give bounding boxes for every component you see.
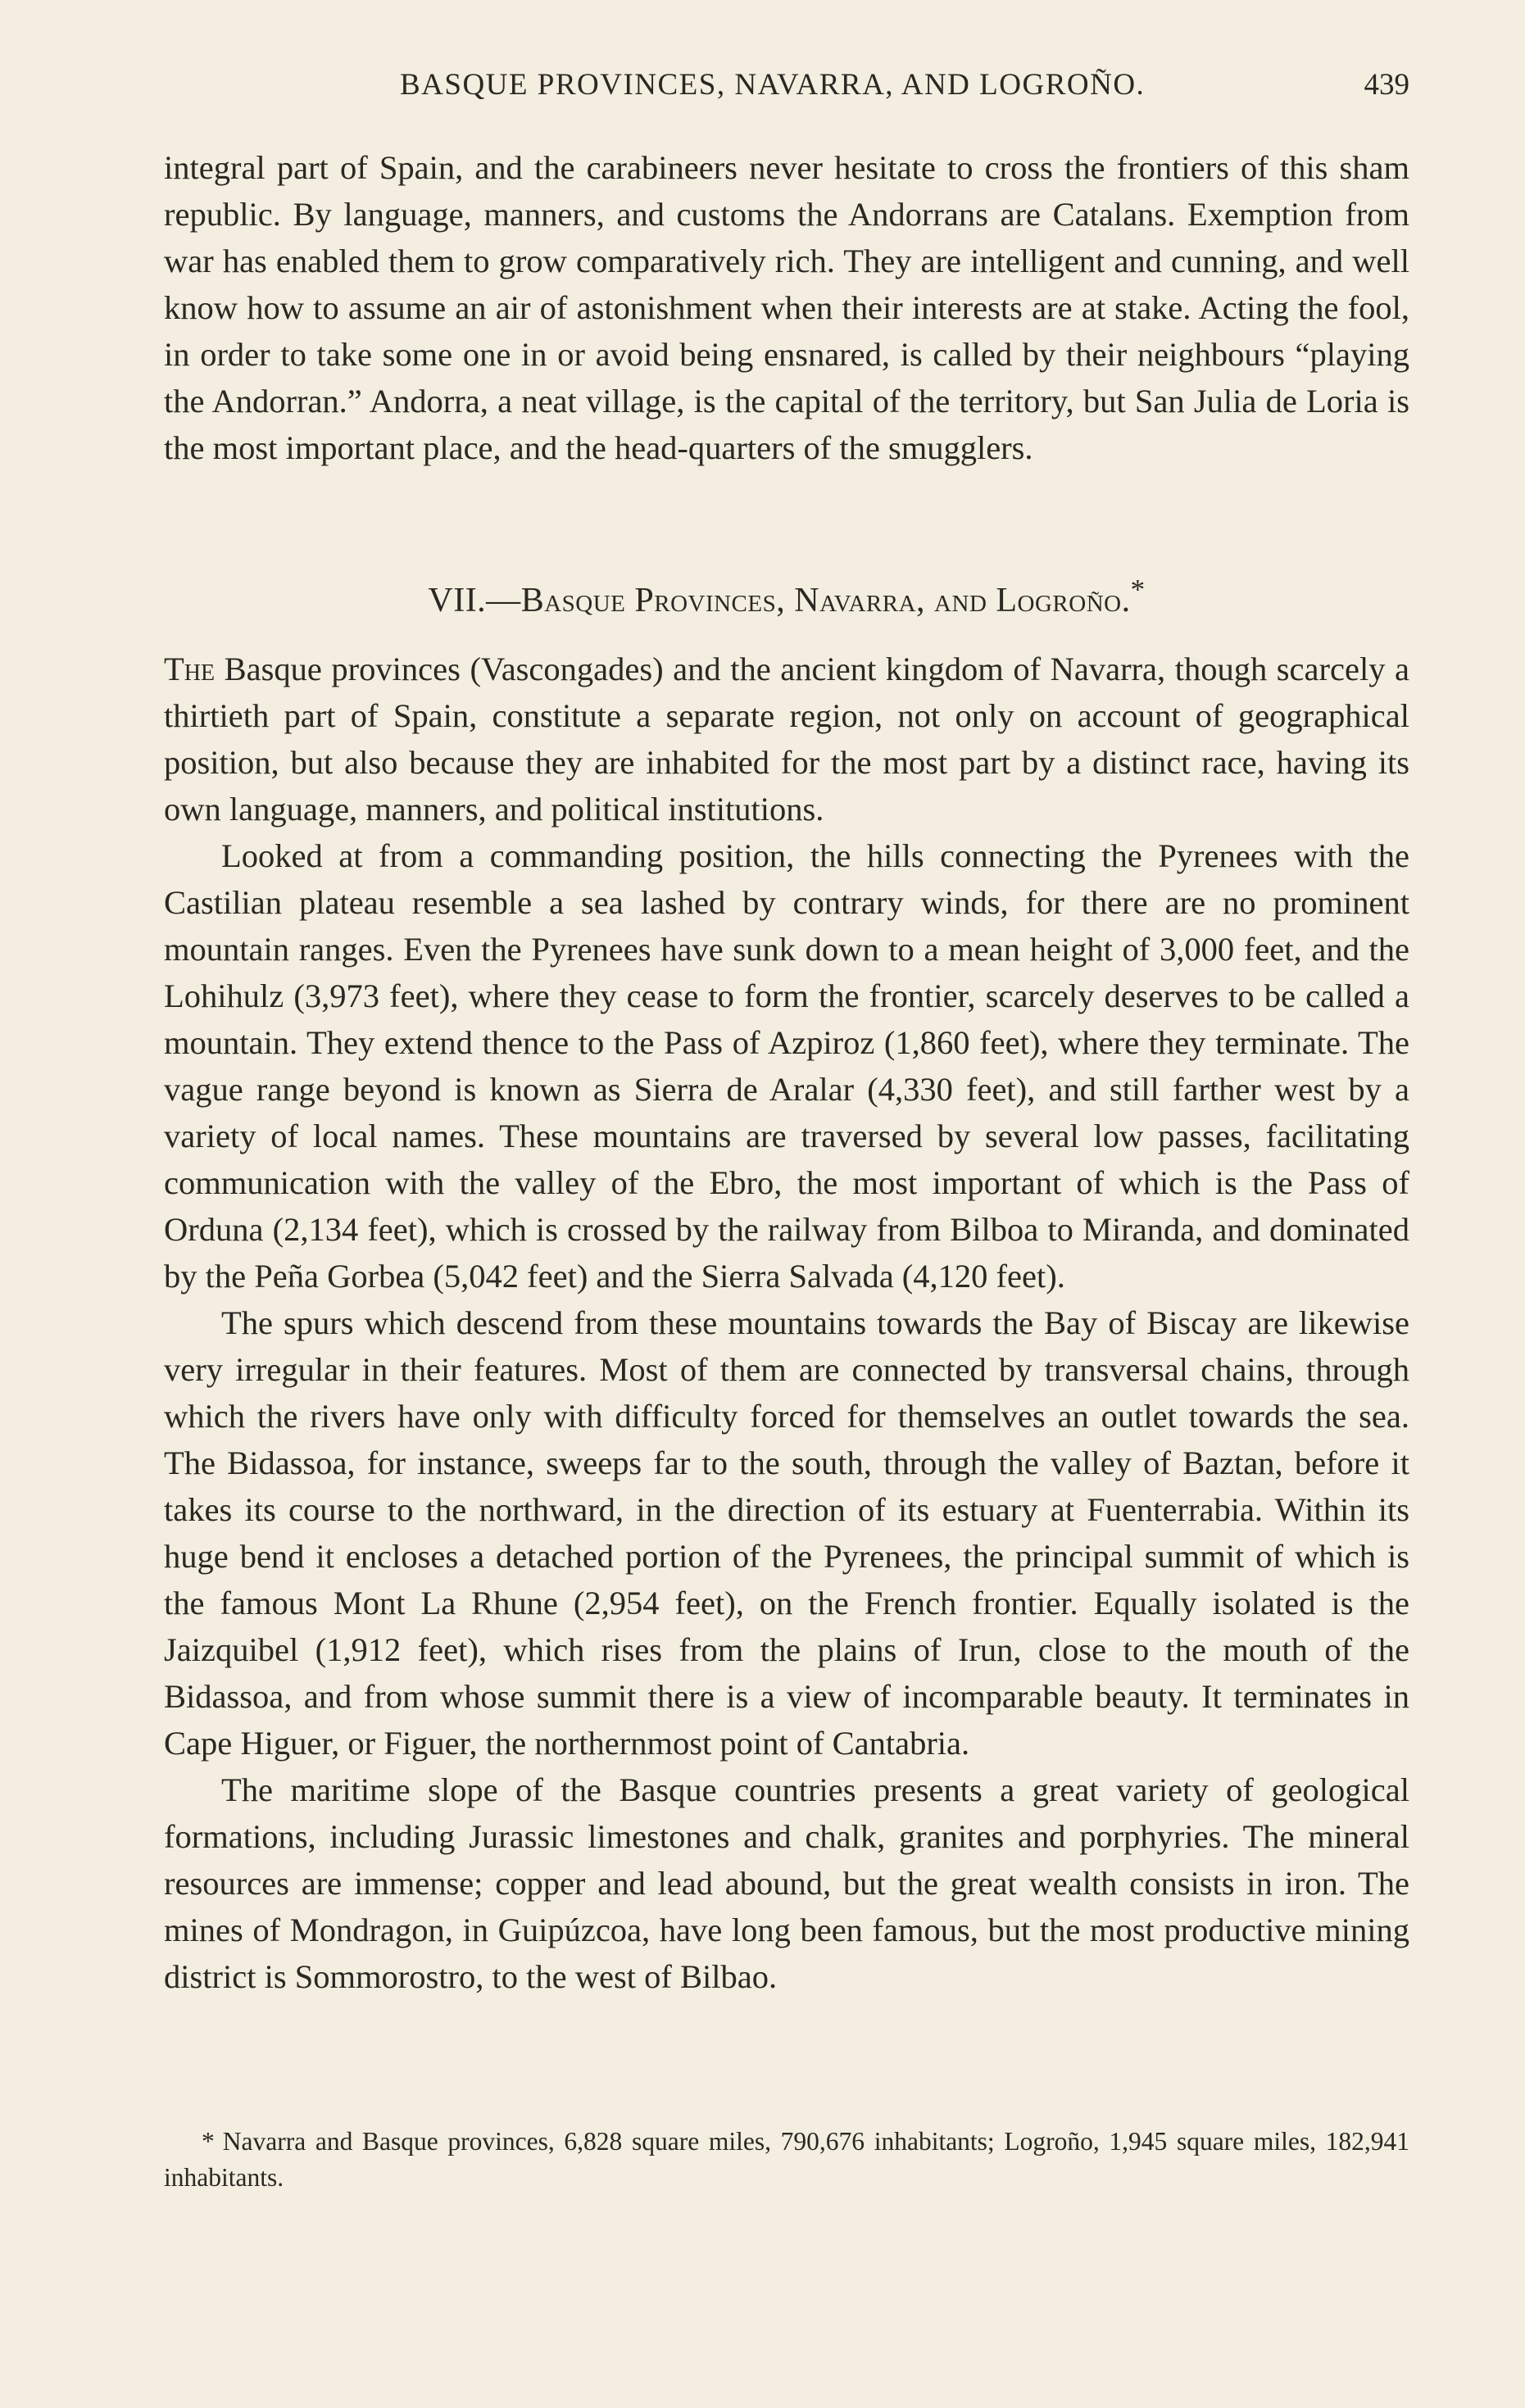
section-number: VII.— xyxy=(428,582,521,619)
paragraph-1-lead-word: The xyxy=(164,651,216,687)
paragraph-4: The maritime slope of the Basque countries presents a great variety of geological formations, including Jurassic limestones and chalk, granites and porphyries. The mineral resources are immense; copper and lead abound, but the great wealth consists in iron. The mines of Mondragon, in Guipúzcoa, have long been famous, but the most productive mining district is Sommorostro, to the west of Bilbao. xyxy=(164,1771,1409,1995)
footnote-marker: * xyxy=(202,2127,215,2156)
paragraph-1 xyxy=(164,646,1409,832)
paragraph-2: Looked at from a commanding position, the hills connecting the Pyrenees with the Castilian plateau resemble a sea lashed by contrary winds, for there are no prominent mountain ranges. Even the Pyrenees have sunk down to a mean height of 3,000 feet, and the Lohihulz (3,973 feet), where they cease to form the frontier, scarcely deserves to be called a mountain. They extend thence to the Pass of Azpiroz (1,860 feet), where they terminate. The vague range beyond is known as Sierra de Aralar (4,330 feet), and still farther west by a variety of local names. These mountains are traversed by several low passes, facilitating communication with the valley of the Ebro, the most important of which is the Pass of Orduna (2,134 feet), which is crossed by the railway from Bilboa to Miranda, and dominated by the Peña Gorbea (5,042 feet) and the Sierra Salvada (4,120 feet). xyxy=(164,837,1409,1295)
page-number: 439 xyxy=(1364,68,1409,102)
paragraph-1-text: Basque provinces (Vascongades) and the ancient kingdom of Navarra, though scarcely a thirtieth part of Spain, constitute a separate region, not only on account of geographical position, but also because they are inhabited for the most part by a distinct race, having its own language, manners, and political institutions. xyxy=(164,651,1409,828)
paragraph-3: The spurs which descend from these mountains towards the Bay of Biscay are likewise very irregular in their features. Most of them are connected by transversal chains, through which the rivers have only with difficulty forced for themselves an outlet towards the sea. The Bidassoa, for instance, sweeps far to the south, through the valley of Baztan, before it takes its course to the northward, in the direction of its estuary at Fuenterrabia. Within its huge bend it encloses a detached portion of the Pyrenees, the principal summit of which is the famous Mont La Rhune (2,954 feet), on the French frontier. Equally isolated is the Jaizquibel (1,912 feet), which rises from the plains of Irun, close to the mouth of the Bidassoa, and from whose summit there is a view of incomparable beauty. It terminates in Cape Higuer, or Figuer, the northernmost point of Cantabria. xyxy=(164,1304,1409,1762)
section-title: Basque Provinces, Navarra, and Logroño. xyxy=(520,582,1131,619)
running-head xyxy=(164,67,1409,116)
section-footnote-marker: * xyxy=(1130,574,1146,605)
section-heading xyxy=(164,574,1409,620)
running-head-title: BASQUE PROVINCES, NAVARRA, AND LOGROÑO. xyxy=(400,68,1146,102)
section-body xyxy=(164,646,1409,2000)
footnote-text: Navarra and Basque provinces, 6,828 square miles, 790,676 inhabitants; Logroño, 1,945 square miles, 182,941 inhabitants. xyxy=(164,2127,1409,2192)
footnote xyxy=(164,2124,1409,2196)
continued-paragraph: integral part of Spain, and the carabineers never hesitate to cross the frontiers of this sham republic. By language, manners, and customs the Andorrans are Catalans. Exemption from war has enabled them to grow comparatively rich. They are intelligent and cunning, and well know how to assume an air of astonishment when their interests are at stake. Acting the fool, in order to take some one in or avoid being ensnared, is called by their neighbours “playing the Andorran.” Andorra, a neat village, is the capital of the territory, but San Julia de Loria is the most important place, and the head-quarters of the smugglers. xyxy=(164,149,1409,466)
